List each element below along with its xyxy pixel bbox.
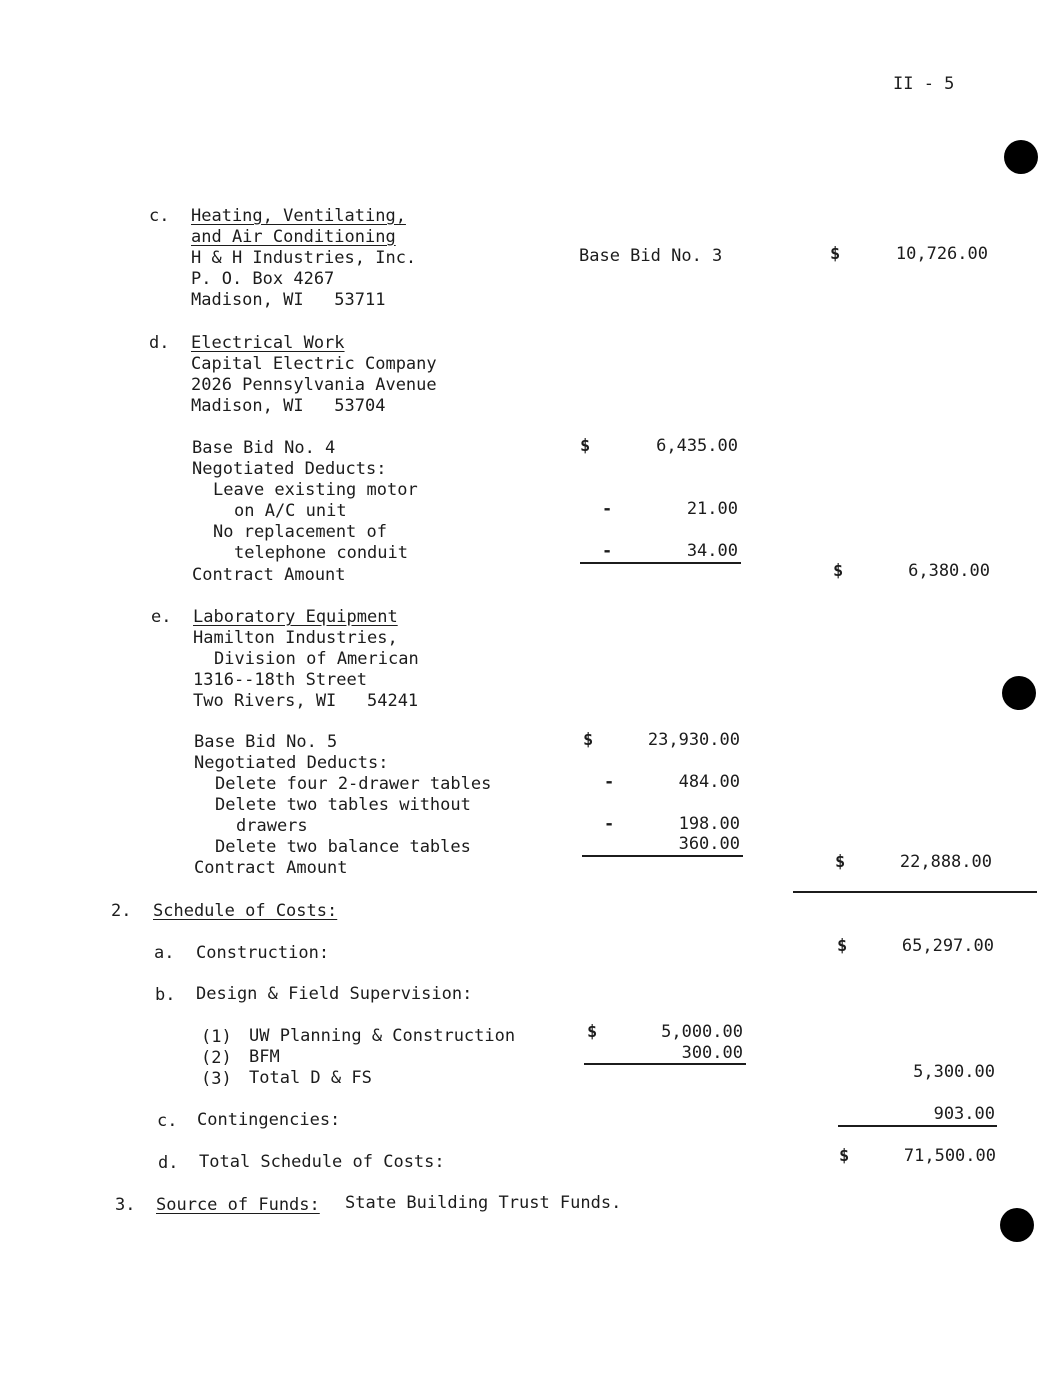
section-c-amount: 10,726.00 (895, 244, 988, 264)
punch-hole-bottom (1000, 1208, 1034, 1242)
schedule-d-label: Total Schedule of Costs: (199, 1152, 445, 1172)
punch-hole-top (1004, 140, 1038, 174)
section-e-base-bid-currency: $ (583, 730, 594, 750)
schedule-a-letter: a. (154, 943, 175, 963)
section-e-address2: Two Rivers, WI 54241 (193, 691, 419, 711)
schedule-title: Schedule of Costs: (153, 901, 338, 921)
section-c-bid-label: Base Bid No. 3 (579, 246, 723, 266)
schedule-a-label: Construction: (196, 943, 330, 963)
schedule-c-letter: c. (157, 1111, 178, 1131)
section-c-letter: c. (149, 206, 170, 226)
section-d-deduct1-amount: 21.00 (686, 499, 738, 519)
section-e-contractor-line1: Hamilton Industries, (193, 628, 398, 648)
section-e-address1: 1316--18th Street (193, 670, 367, 690)
section-c-title-line1: Heating, Ventilating, (191, 206, 406, 226)
schedule-a-currency: $ (837, 936, 848, 956)
schedule-d-letter: d. (158, 1153, 179, 1173)
schedule-b2-num: (2) (201, 1048, 232, 1068)
section-e-deduct3-amount: 360.00 (678, 834, 740, 854)
section-d-title: Electrical Work (191, 333, 345, 353)
section-d-deduct1-line2: on A/C unit (234, 501, 347, 521)
schedule-b-subtotal-rule (584, 1063, 746, 1065)
section-e-base-bid-label: Base Bid No. 5 (194, 732, 338, 752)
section-e-deduct3: Delete two balance tables (215, 837, 471, 857)
schedule-b2-label: BFM (249, 1047, 280, 1067)
section-d-letter: d. (149, 333, 170, 353)
section-e-deduct2-sign: - (604, 814, 615, 834)
schedule-b1-currency: $ (587, 1022, 598, 1042)
section-e-subtotal-rule (582, 855, 743, 857)
section-d-contract-currency: $ (833, 561, 844, 581)
section-d-base-bid-currency: $ (580, 436, 591, 456)
section-d-deduct2-amount: 34.00 (686, 541, 738, 561)
section-d-base-bid-label: Base Bid No. 4 (192, 438, 336, 458)
section-e-base-bid-amount: 23,930.00 (647, 730, 740, 750)
funds-label: Source of Funds: (156, 1195, 320, 1215)
schedule-b1-num: (1) (201, 1027, 232, 1047)
section-d-deduct2-line2: telephone conduit (234, 543, 408, 563)
section-d-deducts-label: Negotiated Deducts: (192, 459, 387, 479)
section-c-title-line2: and Air Conditioning (191, 227, 396, 247)
section-e-deduct2-line1: Delete two tables without (215, 795, 471, 815)
section-d-deduct1-sign: - (602, 499, 613, 519)
schedule-b-letter: b. (155, 985, 176, 1005)
page-number: II - 5 (893, 74, 955, 94)
section-e-deduct1: Delete four 2-drawer tables (215, 774, 492, 794)
funds-number: 3. (115, 1195, 136, 1215)
section-e-letter: e. (151, 607, 172, 627)
section-e-contract-amount: 22,888.00 (899, 852, 992, 872)
construction-total-rule (793, 891, 1037, 893)
section-d-base-bid-amount: 6,435.00 (656, 436, 738, 456)
schedule-d-currency: $ (839, 1146, 850, 1166)
section-e-deduct2-line2: drawers (236, 816, 308, 836)
schedule-c-label: Contingencies: (197, 1110, 341, 1130)
section-d-address2: Madison, WI 53704 (191, 396, 386, 416)
section-e-contract-currency: $ (835, 852, 846, 872)
section-e-title: Laboratory Equipment (193, 607, 398, 627)
schedule-b3-label: Total D & FS (249, 1068, 372, 1088)
section-c-address2: Madison, WI 53711 (191, 290, 386, 310)
section-d-deduct1-line1: Leave existing motor (213, 480, 418, 500)
schedule-c-amount: 903.00 (933, 1104, 995, 1124)
section-d-contract-label: Contract Amount (192, 565, 346, 585)
section-d-contractor: Capital Electric Company (191, 354, 437, 374)
section-e-contract-label: Contract Amount (194, 858, 348, 878)
section-d-deduct2-line1: No replacement of (213, 522, 387, 542)
schedule-c-total-rule (838, 1125, 997, 1127)
schedule-b2-amount: 300.00 (681, 1043, 743, 1063)
schedule-b-label: Design & Field Supervision: (196, 984, 473, 1004)
section-d-subtotal-rule (580, 562, 741, 564)
schedule-d-amount: 71,500.00 (903, 1146, 996, 1166)
schedule-b1-amount: 5,000.00 (661, 1022, 743, 1042)
section-c-currency: $ (830, 244, 841, 264)
section-e-deduct2-amount: 198.00 (678, 814, 740, 834)
section-e-deduct1-sign: - (604, 772, 615, 792)
section-c-address1: P. O. Box 4267 (191, 269, 335, 289)
schedule-b3-num: (3) (201, 1069, 232, 1089)
schedule-number: 2. (111, 901, 132, 921)
schedule-a-amount: 65,297.00 (901, 936, 994, 956)
section-d-contract-amount: 6,380.00 (908, 561, 990, 581)
section-d-address1: 2026 Pennsylvania Avenue (191, 375, 437, 395)
section-e-contractor-line2: Division of American (214, 649, 419, 669)
section-e-deduct1-amount: 484.00 (678, 772, 740, 792)
section-e-deducts-label: Negotiated Deducts: (194, 753, 389, 773)
funds-value: State Building Trust Funds. (345, 1193, 622, 1213)
section-c-contractor: H & H Industries, Inc. (191, 248, 417, 268)
schedule-b3-amount: 5,300.00 (913, 1062, 995, 1082)
punch-hole-middle (1002, 676, 1036, 710)
section-d-deduct2-sign: - (602, 541, 613, 561)
schedule-b1-label: UW Planning & Construction (249, 1026, 516, 1046)
